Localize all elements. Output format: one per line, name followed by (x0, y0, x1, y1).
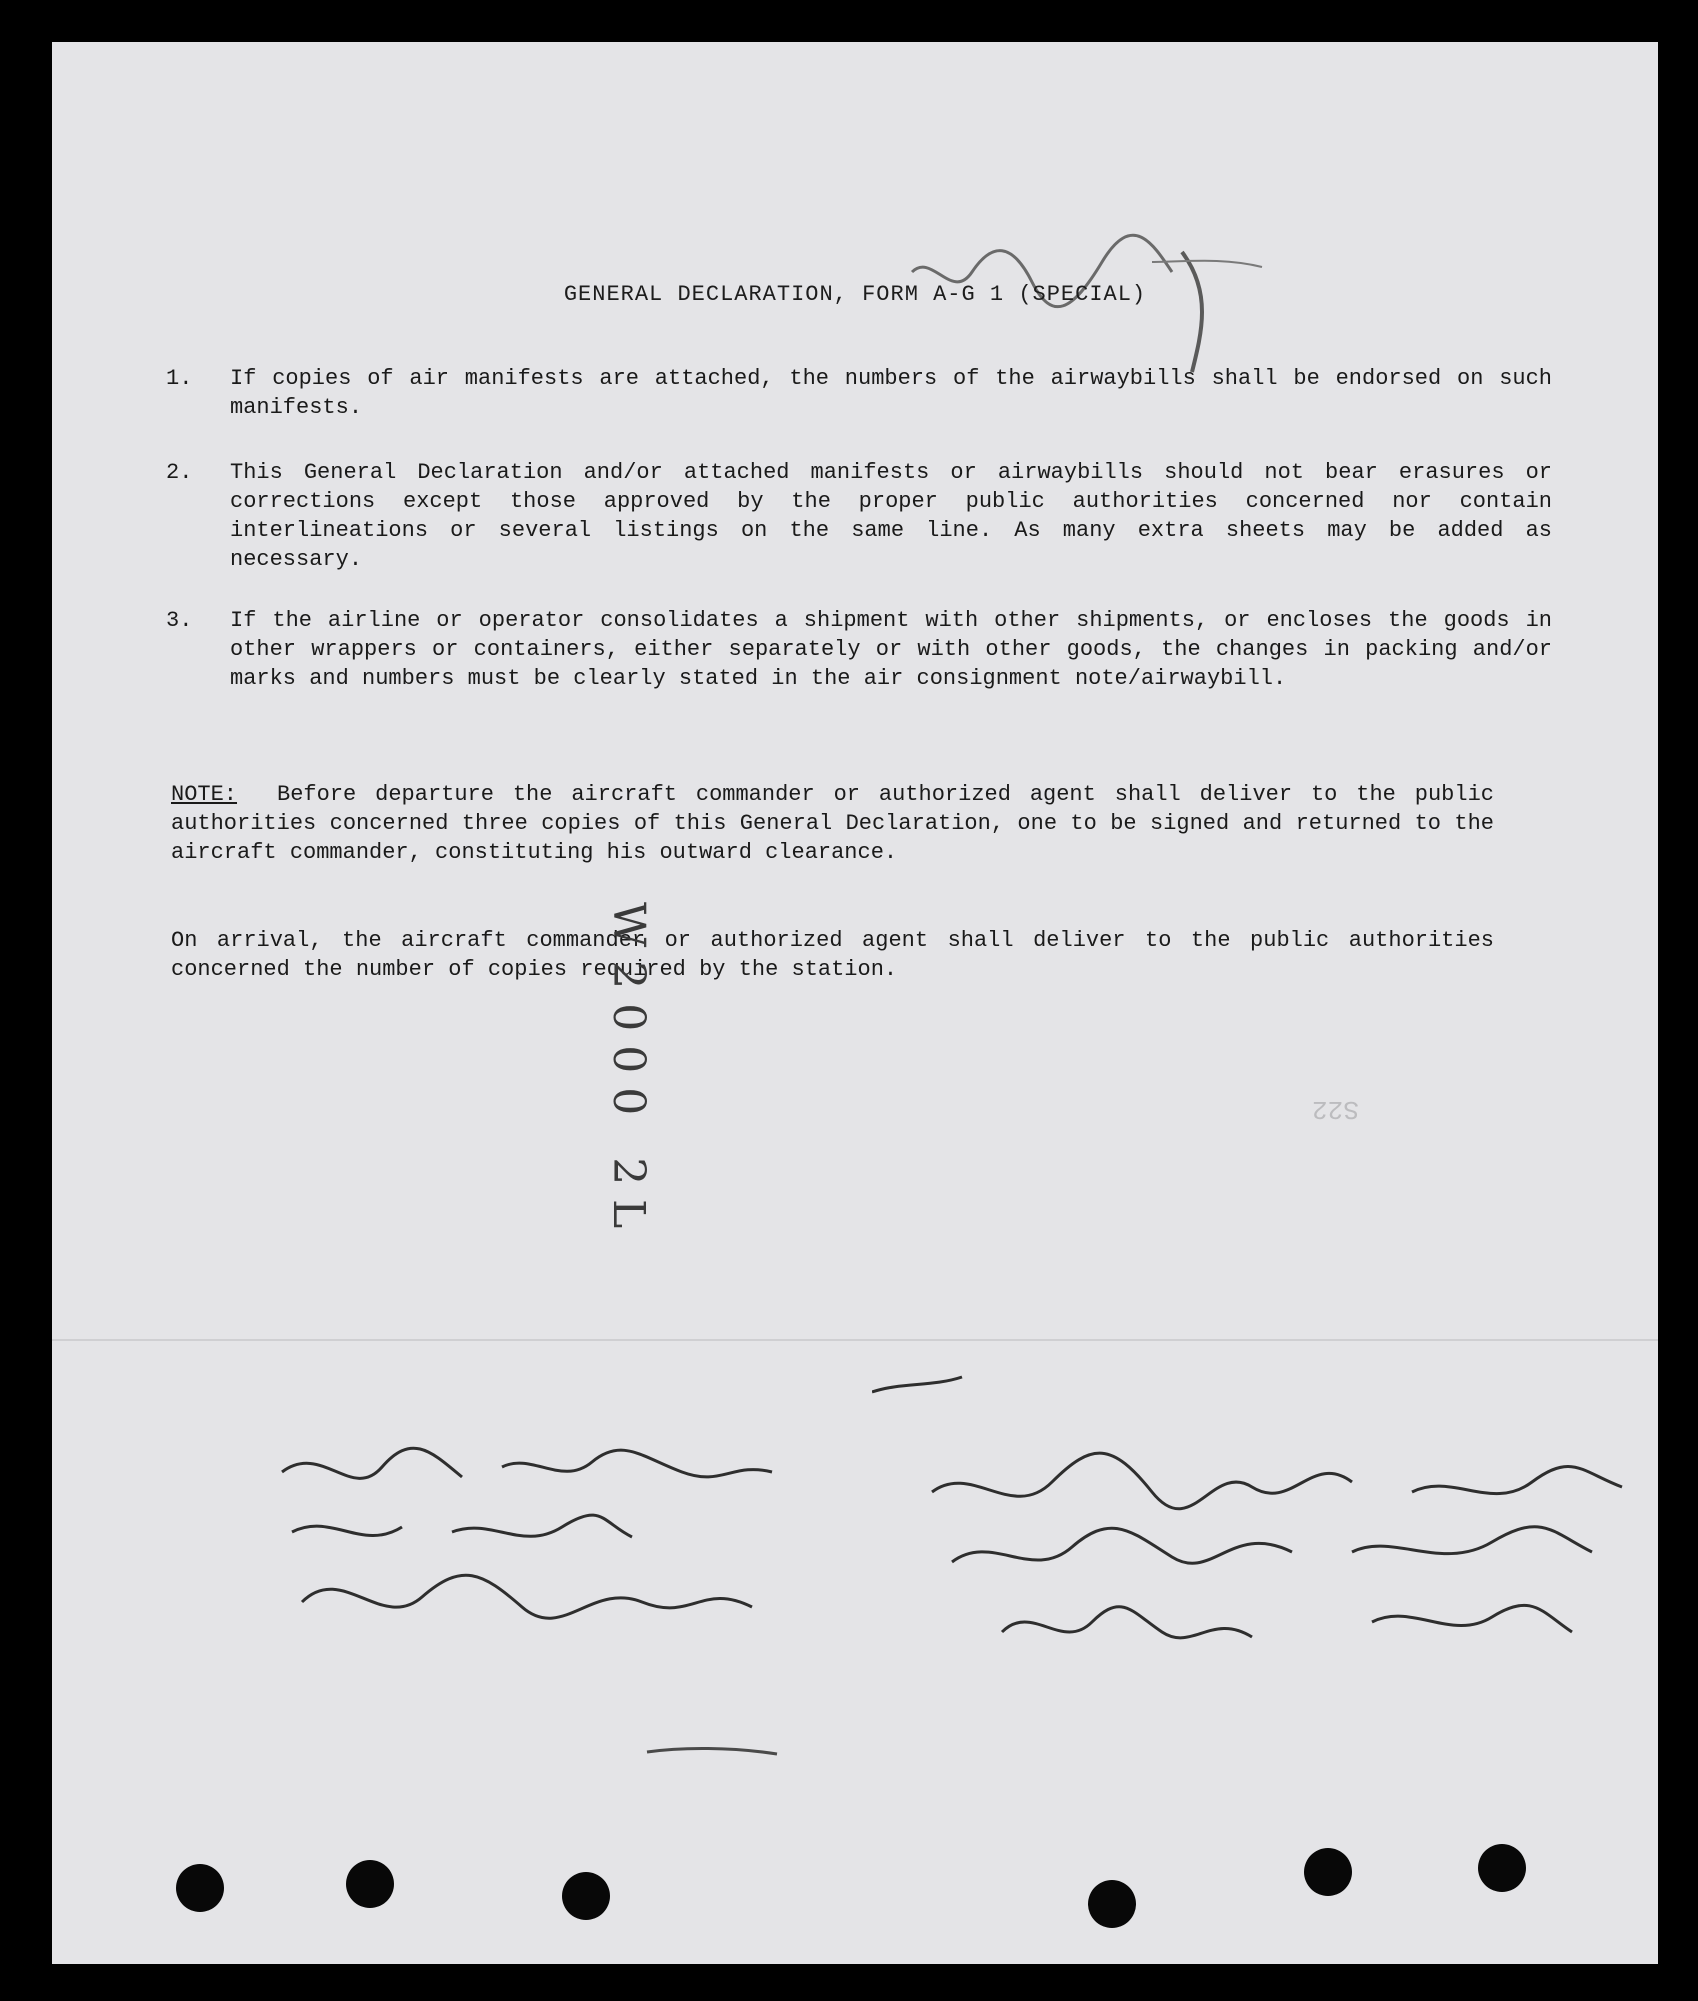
punch-hole (346, 1860, 394, 1908)
list-item-3 (166, 606, 1552, 693)
handwritten-notes-left (262, 1432, 782, 1682)
handwritten-notes-right (872, 1372, 1632, 1682)
item-text: If copies of air manifests are attached, the numbers of the airwaybills shall be endorsed on such manifests. (230, 366, 1552, 420)
document-page (52, 42, 1658, 1964)
punch-hole (1088, 1880, 1136, 1928)
title-signature (852, 232, 1292, 382)
faint-mark: S22 (1312, 1094, 1359, 1124)
item-number: 2. (166, 460, 193, 485)
punch-hole (562, 1872, 610, 1920)
punch-hole (1478, 1844, 1526, 1892)
list-item-1 (166, 364, 1552, 422)
item-text: If the airline or operator consolidates a shipment with other shipments, or encloses the goods in other wrappers or containers, either separately or with other goods, the changes in packing and/or marks and numbers must be clearly stated in the air consignment note/airwaybill. (230, 608, 1552, 691)
list-item-2 (166, 458, 1552, 574)
fold-line (52, 1339, 1658, 1341)
vertical-stamp-number: W2000 2L (603, 902, 654, 1243)
punch-hole (176, 1864, 224, 1912)
item-number: 3. (166, 608, 193, 633)
item-number: 1. (166, 366, 193, 391)
note-text: Before departure the aircraft commander or authorized agent shall deliver to the public authorities concerned three copies of this General Declaration, one to be signed and returned to the aircraft commander, constituting his outward clearance. (171, 782, 1494, 865)
note-paragraph (171, 780, 1494, 867)
arrival-paragraph: On arrival, the aircraft commander or authorized agent shall deliver to the public authorities concerned the number of copies required by the station. (171, 928, 1494, 982)
note-label: NOTE: (171, 782, 238, 807)
ink-dash (642, 1742, 782, 1762)
document-title: GENERAL DECLARATION, FORM A-G 1 (SPECIAL) (563, 282, 1147, 307)
punch-hole (1304, 1848, 1352, 1896)
item-text: This General Declaration and/or attached manifests or airwaybills should not bear erasures or corrections except those approved by the proper public authorities concerned nor contain interlineations or several listings on the same line. As many extra sheets may be added as necessary. (230, 460, 1552, 572)
